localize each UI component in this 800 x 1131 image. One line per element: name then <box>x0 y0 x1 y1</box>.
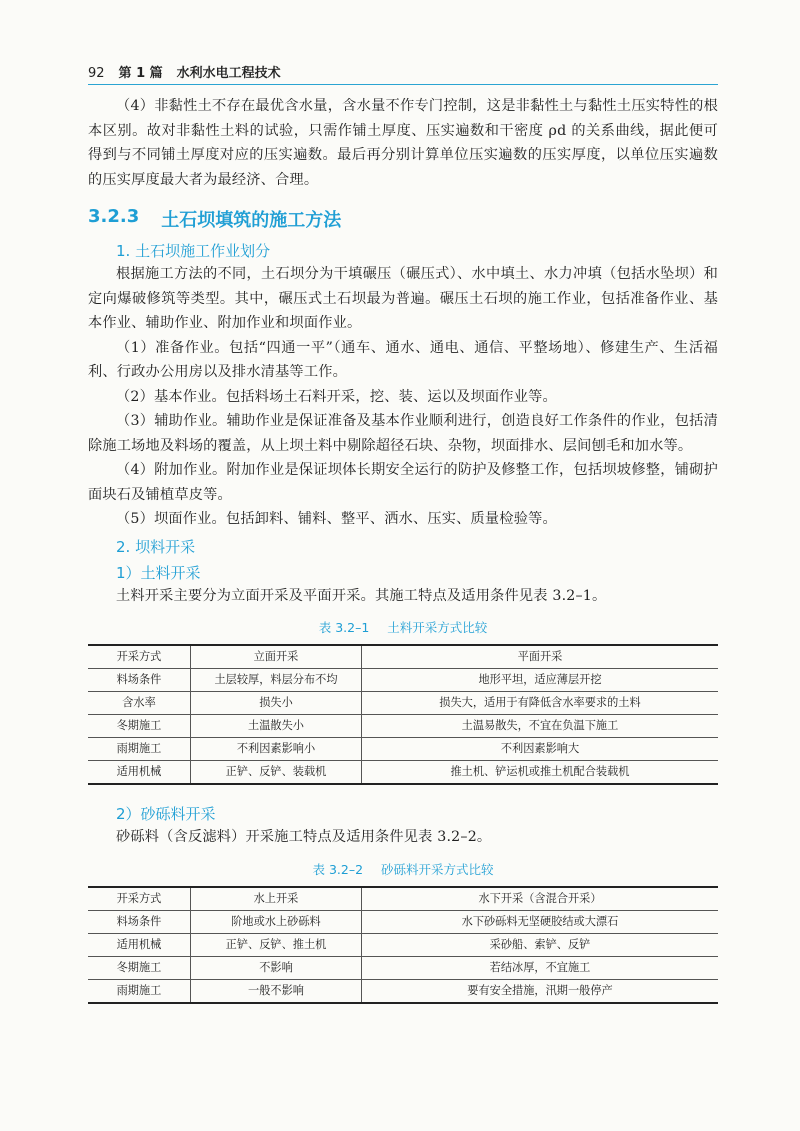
table-row <box>88 738 718 761</box>
paragraph: （3）辅助作业。辅助作业是保证准备及基本作业顺利进行，创造良好工作条件的作业，包括清除施工场地及料场的覆盖，从上坝土料中剔除超径石块、杂物，坝面排水、层间刨毛和加水等。 <box>88 413 718 454</box>
table-cell: 冬期施工 <box>88 715 191 738</box>
table-cell: 土温散失小 <box>191 715 362 738</box>
table-header-cell: 水下开采（含混合开采） <box>362 887 719 911</box>
page-number: 92 <box>88 66 105 81</box>
table-cell: 正铲、反铲、装载机 <box>191 761 362 785</box>
table-cell: 要有安全措施，汛期一般停产 <box>362 979 719 1003</box>
table-row <box>88 979 718 1003</box>
paragraph: （2）基本作业。包括料场土石料开采，挖、装、运以及坝面作业等。 <box>116 388 557 405</box>
table-cell: 不影响 <box>191 956 362 979</box>
table-row <box>88 715 718 738</box>
table-soil-excavation <box>88 644 718 785</box>
table-gravel-excavation <box>88 886 718 1004</box>
table-cell: 一般不影响 <box>191 979 362 1003</box>
table-header-row <box>88 887 718 911</box>
section-heading <box>88 206 718 232</box>
section-title: 土石坝填筑的施工方法 <box>161 210 342 231</box>
table1-caption-number: 表 3.2–1 <box>318 620 370 635</box>
table-row <box>88 956 718 979</box>
table-cell: 冬期施工 <box>88 956 191 979</box>
table-cell: 损失小 <box>191 692 362 715</box>
table-cell: 含水率 <box>88 692 191 715</box>
table-cell: 正铲、反铲、推土机 <box>191 933 362 956</box>
table-row <box>88 669 718 692</box>
table2-caption-title: 砂砾料开采方式比较 <box>381 861 494 877</box>
intro-paragraph: （4）非黏性土不存在最优含水量，含水量不作专门控制，这是非黏性土与黏性土压实特性的根本区别。故对非黏性土料的试验，只需作铺土厚度、压实遍数和干密度 ρd 的关系曲线，据此便可得到与不同铺土厚度对应的压实遍数。最后再分别计算单位压实遍数的压实厚度，以单位压实遍数的压实厚度最大者为最经济、合理。 <box>88 98 718 188</box>
table1-caption <box>88 618 718 636</box>
subsection-heading-2: 2. 坝料开采 <box>116 537 196 556</box>
table-cell: 地形平坦，适应薄层开挖 <box>362 669 719 692</box>
table-cell: 适用机械 <box>88 933 191 956</box>
table-cell: 料场条件 <box>88 910 191 933</box>
table-cell: 料场条件 <box>88 669 191 692</box>
page-content <box>88 94 718 1004</box>
table-header-cell: 平面开采 <box>362 645 719 669</box>
table-cell: 推土机、铲运机或推土机配合装载机 <box>362 761 719 785</box>
paragraph: 砂砾料（含反滤料）开采施工特点及适用条件见表 3.2–2。 <box>116 829 492 845</box>
paragraph: （5）坝面作业。包括卸料、铺料、整平、洒水、压实、质量检验等。 <box>116 511 557 527</box>
table-header-cell: 开采方式 <box>116 891 162 905</box>
table2-caption-number: 表 3.2–2 <box>312 861 364 877</box>
table-header-row <box>88 645 718 669</box>
subsection-heading-1: 1. 土石坝施工作业划分 <box>116 242 271 260</box>
table-cell: 雨期施工 <box>88 979 191 1003</box>
table-cell: 雨期施工 <box>88 738 191 761</box>
table-header-cell: 开采方式 <box>116 650 162 663</box>
table-row <box>88 761 718 785</box>
paragraph: 土料开采主要分为立面开采及平面开采。其施工特点及适用条件见表 3.2–1。 <box>116 587 607 604</box>
paragraph: （1）准备作业。包括“四通一平”（通车、通水、通电、通信、平整场地）、修建生产、生活福利、行政办公用房以及排水清基等工作。 <box>88 339 718 380</box>
header-rule <box>88 84 718 85</box>
table-cell: 不利因素影响小 <box>191 738 362 761</box>
table2-caption <box>88 860 718 878</box>
table-header-cell: 立面开采 <box>191 645 362 669</box>
book-title: 水利水电工程技术 <box>176 66 281 81</box>
item-heading-gravel: 2）砂砾料开采 <box>116 805 216 823</box>
running-header <box>88 62 718 81</box>
table-cell: 水下砂砾料无坚硬胶结或大漂石 <box>362 910 719 933</box>
table1-caption-title: 土料开采方式比较 <box>387 620 488 635</box>
table-row <box>88 933 718 956</box>
item-heading-soil: 1）土料开采 <box>116 563 201 582</box>
table-header-cell: 水上开采 <box>191 887 362 911</box>
table-cell: 土温易散失，不宜在负温下施工 <box>362 715 719 738</box>
table-cell: 损失大，适用于有降低含水率要求的土料 <box>362 692 719 715</box>
table-cell: 若结冰厚，不宜施工 <box>362 956 719 979</box>
table-row <box>88 692 718 715</box>
part-label: 第 1 篇 <box>118 66 163 81</box>
section-number: 3.2.3 <box>88 206 140 227</box>
table-cell: 不利因素影响大 <box>362 738 719 761</box>
table-cell: 土层较厚，料层分布不均 <box>191 669 362 692</box>
paragraph: （4）附加作业。附加作业是保证坝体长期安全运行的防护及修整工作，包括坝坡修整，铺砌护面块石及铺植草皮等。 <box>88 462 718 503</box>
table-cell: 阶地或水上砂砾料 <box>191 910 362 933</box>
table-cell: 适用机械 <box>88 761 191 785</box>
table-row <box>88 910 718 933</box>
paragraph: 根据施工方法的不同，土石坝分为干填碾压（碾压式）、水中填土、水力冲填（包括水坠坝）和定向爆破修筑等类型。其中，碾压式土石坝最为普遍。碾压土石坝的施工作业，包括准备作业、基本作业、辅助作业、附加作业和坝面作业。 <box>88 266 718 331</box>
table-cell: 采砂船、索铲、反铲 <box>362 933 719 956</box>
